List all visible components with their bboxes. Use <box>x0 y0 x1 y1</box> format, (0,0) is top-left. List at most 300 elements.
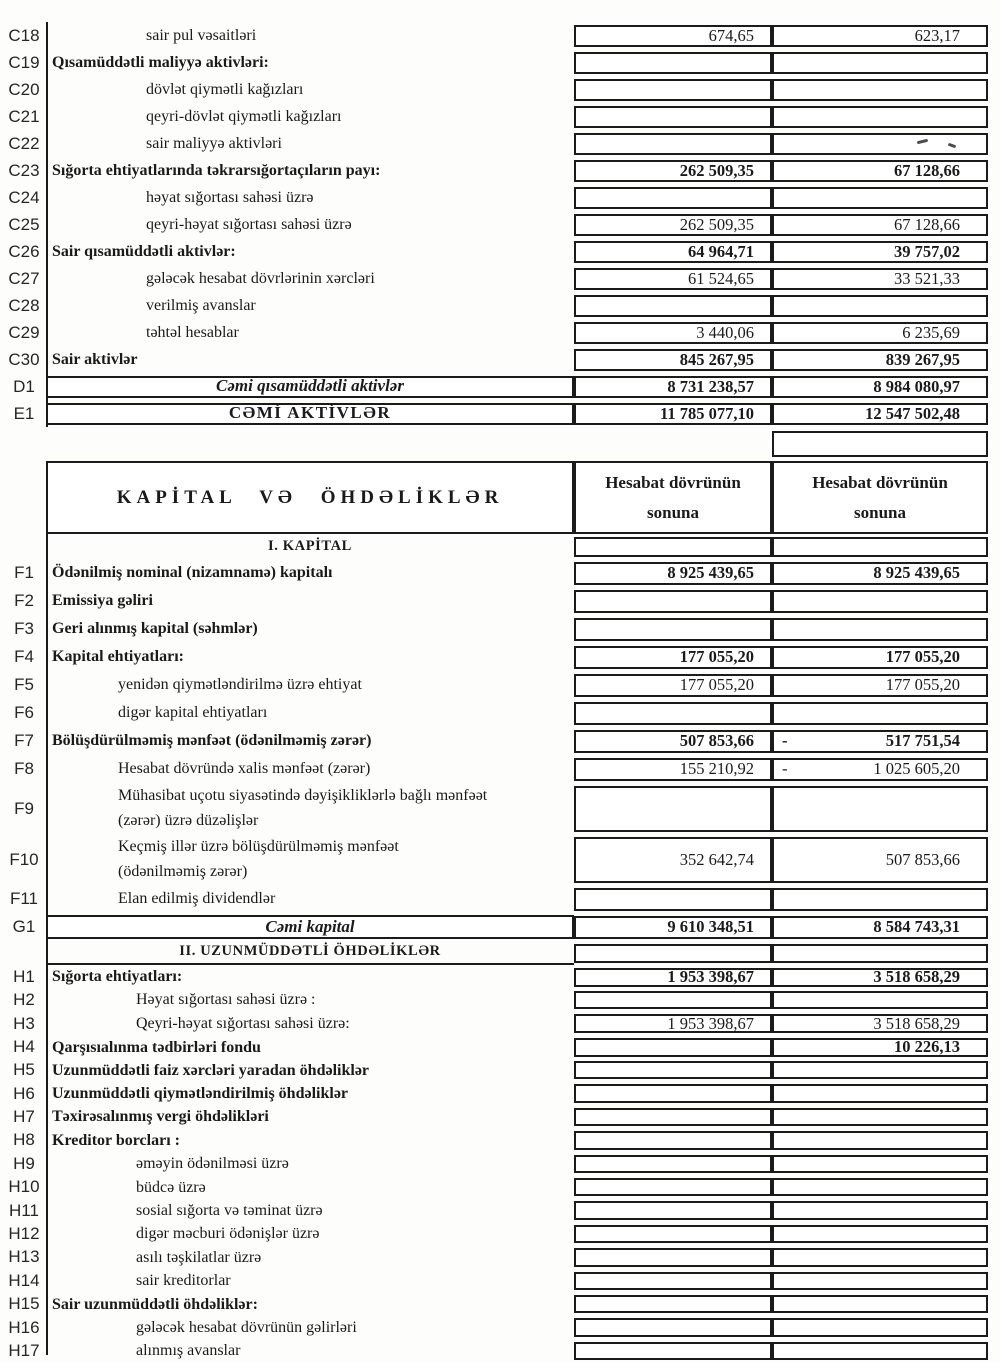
value-amount: 6 235,69 <box>902 322 960 342</box>
row-code: E1 <box>13 403 35 423</box>
value-current-period-cell <box>574 241 772 263</box>
value-current-period-cell <box>574 1061 772 1079</box>
value-prior-period-cell <box>772 702 988 725</box>
row-label: həyat sığortası sahəsi üzrə <box>146 188 314 206</box>
row-code: D1 <box>13 376 35 396</box>
row-label: Sair aktivlər <box>52 350 138 368</box>
value-current-period-cell <box>574 1248 772 1266</box>
row-label-cell <box>46 1269 574 1292</box>
row-label: gələcək hesabat dövrlərinin xərcləri <box>146 269 375 287</box>
row-code: H2 <box>13 990 35 1010</box>
value-amount: 8 731 238,57 <box>667 376 754 396</box>
row-label: qeyri-həyat sığortası sahəsi üzrə <box>146 215 352 233</box>
table-row <box>2 727 988 755</box>
table-row <box>2 913 988 941</box>
row-label: alınmış avanslar <box>136 1342 241 1360</box>
row-label-cell <box>46 1105 574 1128</box>
row-label-cell <box>46 587 574 615</box>
value-prior-period-cell <box>772 1061 988 1079</box>
row-label-cell <box>46 1339 574 1362</box>
row-code: F10 <box>9 849 39 869</box>
row-code: C18 <box>8 25 40 45</box>
table-row <box>2 22 988 49</box>
row-label: Qısamüddətli maliyyə aktivləri: <box>52 53 269 71</box>
row-label-cell <box>46 1152 574 1175</box>
value-amount: 10 226,13 <box>894 1037 960 1057</box>
row-code: C24 <box>8 187 40 207</box>
table-row <box>2 1059 988 1082</box>
value-amount: 177 055,20 <box>885 675 960 694</box>
value-current-period-cell <box>574 1201 772 1219</box>
row-code: F8 <box>14 759 34 778</box>
value-current-period-cell <box>574 730 772 753</box>
table-row <box>2 834 988 885</box>
row-label: Cəmi qısamüddətli aktivlər <box>216 376 404 396</box>
row-label-cell <box>46 319 574 346</box>
value-prior-period-cell <box>772 968 988 987</box>
row-label-cell <box>46 130 574 157</box>
value-current-period-cell <box>574 618 772 641</box>
row-label-cell <box>46 915 574 939</box>
value-current-period-cell <box>574 991 772 1009</box>
row-code: C25 <box>8 214 40 234</box>
row-label-cell <box>46 755 574 783</box>
value-amount: 12 547 502,48 <box>865 403 960 423</box>
value-amount: 9 610 348,51 <box>667 917 754 936</box>
value-prior-period-cell <box>772 1318 988 1336</box>
row-label-cell <box>46 49 574 76</box>
row-label: I. KAPİTAL <box>268 537 352 554</box>
value-amount: 8 925 439,65 <box>873 563 960 582</box>
value-prior-period-cell <box>772 1272 988 1290</box>
row-code: C22 <box>8 133 40 153</box>
value-current-period-cell <box>574 590 772 613</box>
value-prior-period-cell <box>772 187 988 209</box>
table-row <box>2 265 988 292</box>
value-amount: 845 267,95 <box>679 349 754 369</box>
value-current-period-cell <box>574 562 772 585</box>
value-amount: 177 055,20 <box>679 647 754 666</box>
value-prior-period-cell <box>772 349 988 371</box>
table-row <box>2 1012 988 1035</box>
row-code: H5 <box>13 1060 35 1080</box>
value-prior-period-cell <box>772 590 988 613</box>
row-label-cell <box>46 965 574 989</box>
value-current-period-cell <box>574 888 772 911</box>
value-prior-period-cell <box>772 916 988 939</box>
row-label-cell <box>46 1082 574 1105</box>
row-label-cell <box>46 615 574 643</box>
row-label: Geri alınmış kapital (səhmlər) <box>52 620 258 638</box>
table-row <box>2 1292 988 1315</box>
row-label: dövlət qiymətli kağızları <box>146 80 304 98</box>
table-row <box>2 643 988 671</box>
value-prior-period-cell <box>772 1225 988 1243</box>
row-label: gələcək hesabat dövrünün gəlirləri <box>136 1318 357 1336</box>
header-code-spacer <box>2 461 46 534</box>
row-label: Kapital ehtiyatları: <box>52 648 184 666</box>
table-row <box>2 373 988 400</box>
table-row <box>2 1339 988 1362</box>
row-code: F5 <box>14 675 34 694</box>
value-prior-period-cell <box>772 1295 988 1313</box>
value-amount: 1 953 398,67 <box>667 1013 754 1033</box>
value-prior-period-cell <box>772 758 988 781</box>
row-code: C21 <box>8 106 40 126</box>
minus-sign: - <box>782 731 788 750</box>
table-row <box>2 559 988 587</box>
table-row <box>2 671 988 699</box>
value-current-period-cell <box>574 537 772 557</box>
row-code <box>2 534 46 559</box>
value-amount: 67 128,66 <box>894 160 960 180</box>
row-label-cell <box>46 76 574 103</box>
row-label-cell <box>46 1316 574 1339</box>
table-row <box>2 319 988 346</box>
table-row <box>2 1152 988 1175</box>
value-current-period-cell <box>574 160 772 182</box>
value-prior-period-cell <box>772 1201 988 1219</box>
value-prior-period-cell <box>772 241 988 263</box>
row-label: digər kapital ehtiyatları <box>118 704 268 722</box>
table-row <box>2 346 988 373</box>
row-code: F1 <box>14 563 34 582</box>
value-amount: 3 440,06 <box>696 322 754 342</box>
value-amount: 33 521,33 <box>894 268 960 288</box>
row-label-cell <box>46 1129 574 1152</box>
row-label: digər məcburi ödənişlər üzrə <box>136 1225 320 1243</box>
row-label-cell <box>46 157 574 184</box>
value-amount: 507 853,66 <box>885 849 960 869</box>
column1-header: Hesabat dövrünün sonuna <box>574 461 772 534</box>
table-row <box>2 1035 988 1058</box>
row-code: H7 <box>13 1107 35 1127</box>
value-prior-period-cell <box>772 1342 988 1360</box>
value-current-period-cell <box>574 133 772 155</box>
value-current-period-cell <box>574 1131 772 1149</box>
table-row <box>2 699 988 727</box>
row-code: C26 <box>8 241 40 261</box>
row-label-cell <box>46 265 574 292</box>
value-current-period-cell <box>574 1038 772 1057</box>
row-label-cell <box>46 376 574 398</box>
value-prior-period-cell <box>772 25 988 47</box>
row-label-cell <box>46 699 574 727</box>
row-label: Sığorta ehtiyatlarında təkrarsığortaçıların payı: <box>52 161 381 179</box>
value-prior-period-cell <box>772 160 988 182</box>
row-label: əməyin ödənilməsi üzrə <box>136 1155 289 1173</box>
value-prior-period-cell <box>772 1014 988 1033</box>
empty-cell <box>772 431 988 457</box>
value-amount: 177 055,20 <box>885 647 960 666</box>
row-label: büdcə üzrə <box>136 1178 206 1196</box>
row-label-cell <box>46 885 574 913</box>
value-prior-period-cell <box>772 322 988 344</box>
row-code: F11 <box>9 889 39 908</box>
assets-table <box>2 22 988 427</box>
value-current-period-cell <box>574 403 772 425</box>
value-amount: 8 584 743,31 <box>873 917 960 936</box>
row-code: C23 <box>8 160 40 180</box>
row-code: H16 <box>8 1317 40 1337</box>
value-current-period-cell <box>574 837 772 883</box>
row-code: H6 <box>13 1083 35 1103</box>
value-amount: 11 785 077,10 <box>660 403 754 423</box>
value-current-period-cell <box>574 1155 772 1173</box>
row-code: H14 <box>8 1270 40 1290</box>
value-current-period-cell <box>574 349 772 371</box>
value-current-period-cell <box>574 295 772 317</box>
value-amount: 623,17 <box>914 25 960 45</box>
value-amount: 262 509,35 <box>679 160 754 180</box>
row-code: G1 <box>12 917 36 936</box>
table-row <box>2 615 988 643</box>
value-amount: 61 524,65 <box>688 268 754 288</box>
table-row <box>2 941 988 965</box>
row-label: Qarşısıalınma tədbirləri fondu <box>52 1038 261 1056</box>
row-code: C20 <box>8 79 40 99</box>
value-current-period-cell <box>574 1108 772 1126</box>
value-prior-period-cell <box>772 618 988 641</box>
row-code: F4 <box>14 647 34 666</box>
row-label: verilmiş avanslar <box>146 296 256 314</box>
value-amount: 1 025 605,20 <box>873 759 960 778</box>
table-row <box>2 1105 988 1128</box>
row-code: H17 <box>8 1340 40 1360</box>
value-amount: 67 128,66 <box>894 214 960 234</box>
value-amount: 3 518 658,29 <box>873 1013 960 1033</box>
row-label-cell <box>46 1012 574 1036</box>
value-amount: 155 210,92 <box>679 759 754 778</box>
row-label: Mühasibat uçotu siyasətində dəyişikliklərlə bağlı mənfəət (zərər) üzrə düzəlişlər <box>118 786 488 829</box>
row-label: Keçmiş illər üzrə bölüşdürülməmiş mənfəət (ödənilməmiş zərər) <box>118 837 399 880</box>
value-current-period-cell <box>574 916 772 939</box>
value-current-period-cell <box>574 674 772 697</box>
table-row <box>2 211 988 238</box>
value-amount: 262 509,35 <box>679 214 754 234</box>
row-label: Elan edilmiş dividendlər <box>118 890 276 908</box>
row-label: sair maliyyə aktivləri <box>146 134 282 152</box>
value-prior-period-cell <box>772 1108 988 1126</box>
row-label-cell <box>46 346 574 373</box>
value-prior-period-cell <box>772 837 988 883</box>
table-row <box>2 1246 988 1269</box>
row-label: Qeyri-həyat sığortası sahəsi üzrə: <box>136 1015 350 1033</box>
value-current-period-cell <box>574 1178 772 1196</box>
value-amount: 839 267,95 <box>885 349 960 369</box>
row-label: Sığorta ehtiyatları: <box>52 968 183 986</box>
row-code: C27 <box>8 268 40 288</box>
value-prior-period-cell <box>772 888 988 911</box>
row-label-cell <box>46 292 574 319</box>
value-prior-period-cell <box>772 133 988 155</box>
value-prior-period-cell <box>772 106 988 128</box>
row-label-cell <box>46 1246 574 1269</box>
value-prior-period-cell <box>772 1038 988 1057</box>
table-row <box>2 49 988 76</box>
value-prior-period-cell <box>772 786 988 832</box>
value-prior-period-cell <box>772 403 988 425</box>
table-row <box>2 1269 988 1292</box>
row-label-cell <box>46 103 574 130</box>
row-label-cell <box>46 941 574 965</box>
row-label: Ödənilmiş nominal (nizamnamə) kapitalı <box>52 564 333 582</box>
table-row <box>2 157 988 184</box>
row-code: F6 <box>14 703 34 722</box>
row-code: F2 <box>14 591 34 610</box>
value-prior-period-cell <box>772 295 988 317</box>
table-row <box>2 76 988 103</box>
row-code: C19 <box>8 52 40 72</box>
value-prior-period-cell <box>772 52 988 74</box>
table-row <box>2 1222 988 1245</box>
value-current-period-cell <box>574 376 772 398</box>
value-prior-period-cell <box>772 1178 988 1196</box>
value-prior-period-cell <box>772 376 988 398</box>
value-amount: 1 953 398,67 <box>667 967 754 986</box>
table-row <box>2 534 988 559</box>
value-amount: 64 964,71 <box>688 241 754 261</box>
row-label-cell <box>46 1222 574 1245</box>
value-current-period-cell <box>574 968 772 987</box>
row-label-cell <box>46 1199 574 1222</box>
row-label-cell <box>46 184 574 211</box>
value-prior-period-cell <box>772 562 988 585</box>
value-current-period-cell <box>574 214 772 236</box>
row-label: Təxirəsalınmış vergi öhdəlikləri <box>52 1108 269 1126</box>
value-current-period-cell <box>574 1342 772 1360</box>
row-label-cell <box>46 834 574 885</box>
table-row <box>2 1129 988 1152</box>
table-row <box>2 988 988 1011</box>
row-label: II. UZUNMÜDDƏTLİ ÖHDƏLİKLƏR <box>179 943 441 960</box>
row-code: H3 <box>13 1013 35 1033</box>
row-code <box>2 941 46 965</box>
table-row <box>2 783 988 834</box>
row-label: Emissiya gəliri <box>52 592 153 610</box>
row-label: Bölüşdürülməmiş mənfəət (ödənilməmiş zərər) <box>52 732 372 750</box>
row-label-cell <box>46 727 574 755</box>
value-amount: 3 518 658,29 <box>873 967 960 986</box>
row-label: CƏMİ AKTİVLƏR <box>228 403 392 423</box>
row-code: H13 <box>8 1247 40 1267</box>
minus-sign: - <box>782 759 788 778</box>
table-row <box>2 184 988 211</box>
row-code: H8 <box>13 1130 35 1150</box>
value-amount: 517 751,54 <box>885 731 960 750</box>
row-label-cell <box>46 643 574 671</box>
value-current-period-cell <box>574 1225 772 1243</box>
value-prior-period-cell <box>772 991 988 1009</box>
row-label-cell <box>46 1059 574 1082</box>
table-row <box>2 965 988 988</box>
row-code: H4 <box>13 1037 35 1057</box>
row-label-cell <box>46 1035 574 1059</box>
value-current-period-cell <box>574 702 772 725</box>
scan-artifact <box>948 142 957 148</box>
row-label: yenidən qiymətləndirilmə üzrə ehtiyat <box>118 676 362 694</box>
row-code: F7 <box>14 731 34 750</box>
value-current-period-cell <box>574 52 772 74</box>
row-label-cell <box>46 559 574 587</box>
row-label-cell <box>46 783 574 834</box>
row-code: C30 <box>8 349 40 369</box>
liabilities-table <box>2 461 988 1363</box>
table-row <box>2 1199 988 1222</box>
value-amount: 8 984 080,97 <box>873 376 960 396</box>
value-current-period-cell <box>574 646 772 669</box>
row-label-cell <box>46 1292 574 1315</box>
table-row <box>2 587 988 615</box>
row-label: Həyat sığortası sahəsi üzrə : <box>136 991 316 1009</box>
row-label: Kreditor borcları : <box>52 1131 180 1149</box>
row-label: Sair qısamüddətli aktivlər: <box>52 242 236 260</box>
value-prior-period-cell <box>772 537 988 557</box>
value-prior-period-cell <box>772 646 988 669</box>
row-code: H11 <box>9 1200 39 1220</box>
row-label: asılı təşkilatlar üzrə <box>136 1248 262 1266</box>
value-amount: 507 853,66 <box>679 731 754 750</box>
value-current-period-cell <box>574 944 772 963</box>
row-code: C28 <box>8 295 40 315</box>
row-code: H1 <box>13 967 35 986</box>
value-prior-period-cell <box>772 79 988 101</box>
row-label: Hesabat dövründə xalis mənfəət (zərər) <box>118 760 371 778</box>
value-amount: 177 055,20 <box>679 675 754 694</box>
table-row <box>2 1316 988 1339</box>
value-current-period-cell <box>574 25 772 47</box>
table-row <box>2 238 988 265</box>
row-code: H9 <box>13 1153 35 1173</box>
value-current-period-cell <box>574 106 772 128</box>
row-label: qeyri-dövlət qiymətli kağızları <box>146 107 342 125</box>
row-code: C29 <box>8 322 40 342</box>
value-current-period-cell <box>574 322 772 344</box>
value-current-period-cell <box>574 758 772 781</box>
value-amount: 352 642,74 <box>679 849 754 869</box>
table-row <box>2 292 988 319</box>
table-row <box>2 130 988 157</box>
table-row <box>2 1082 988 1105</box>
table-row <box>2 400 988 427</box>
liabilities-table-header <box>2 461 988 534</box>
value-prior-period-cell <box>772 1248 988 1266</box>
row-label: Uzunmüddətli qiymətləndirilmiş öhdəliklər <box>52 1085 349 1103</box>
value-current-period-cell <box>574 268 772 290</box>
value-amount: 39 757,02 <box>894 241 960 261</box>
row-label-cell <box>46 403 574 425</box>
row-label-cell <box>46 671 574 699</box>
value-current-period-cell <box>574 1084 772 1102</box>
value-prior-period-cell <box>772 268 988 290</box>
row-label: sosial sığorta və təminat üzrə <box>136 1202 323 1219</box>
row-label: təhtəl hesablar <box>146 323 239 341</box>
value-current-period-cell <box>574 786 772 832</box>
value-amount: 674,65 <box>708 25 754 45</box>
value-current-period-cell <box>574 79 772 101</box>
row-label: Cəmi kapital <box>265 916 355 936</box>
row-code: H10 <box>8 1177 40 1197</box>
value-prior-period-cell <box>772 730 988 753</box>
table-row <box>2 103 988 130</box>
row-label: Uzunmüddətli faiz xərcləri yaradan öhdəliklər <box>52 1061 370 1079</box>
value-current-period-cell <box>574 187 772 209</box>
table-row <box>2 1176 988 1199</box>
row-label: sair kreditorlar <box>136 1272 231 1290</box>
scan-artifact <box>917 138 928 144</box>
row-label-cell <box>46 211 574 238</box>
section-title: KAPİTAL VƏ ÖHDƏLİKLƏR <box>46 461 574 534</box>
